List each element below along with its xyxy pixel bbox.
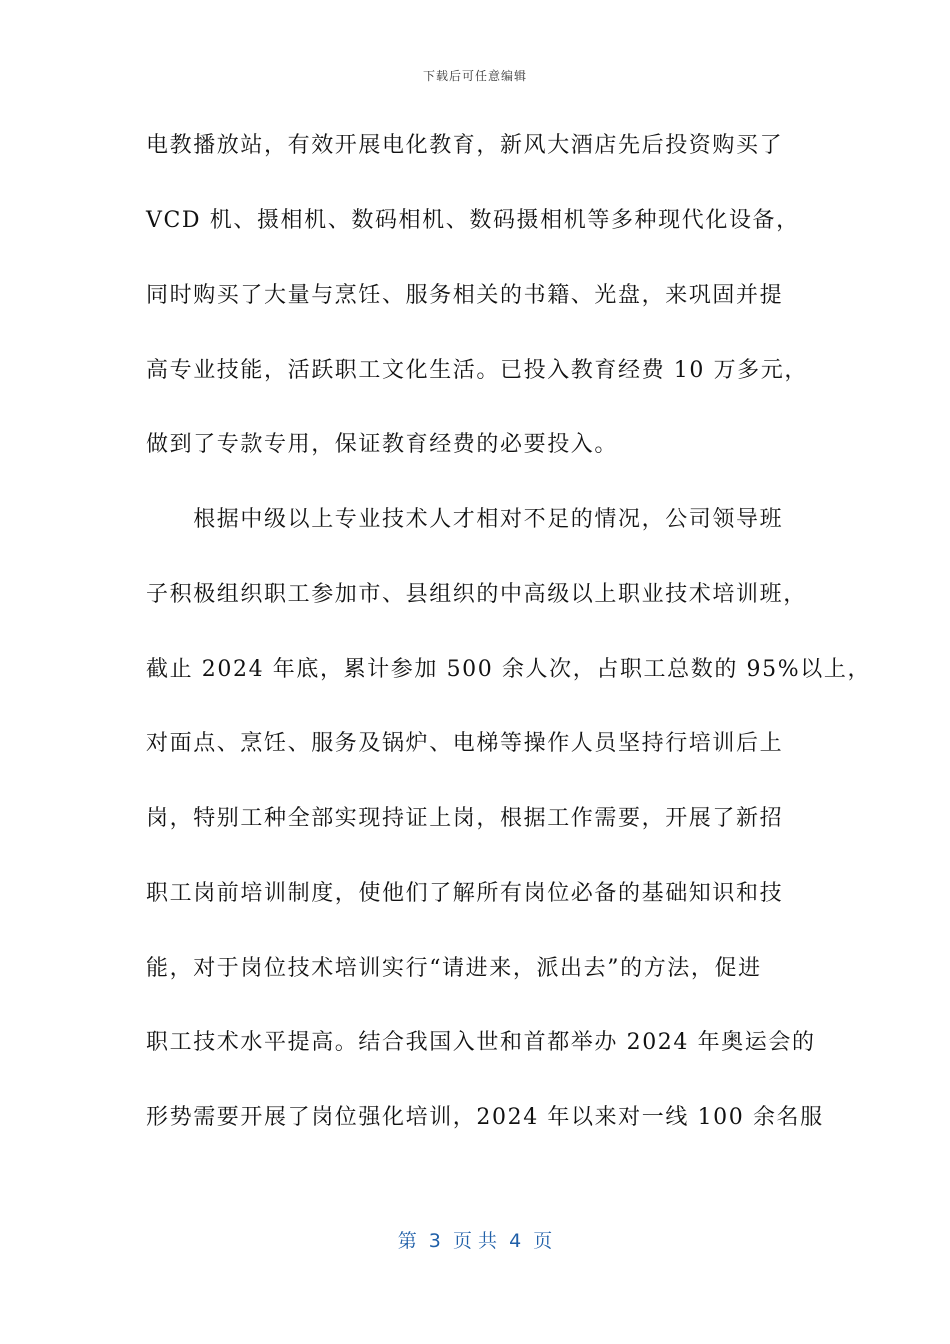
text-line: VCD 机、摄相机、数码相机、数码摄相机等多种现代化设备，	[146, 208, 800, 233]
text-line: 子积极组织职工参加市、县组织的中高级以上职业技术培训班，	[146, 582, 807, 607]
text-line: 同时购买了大量与烹饪、服务相关的书籍、光盘，来巩固并提	[146, 283, 784, 308]
text-line: 形势需要开展了岗位强化培训，2024 年以来对一线 100 余名服	[146, 1105, 824, 1130]
text-line: 职工技术水平提高。结合我国入世和首都举办 2024 年奥运会的	[146, 1030, 816, 1055]
text-line: 电教播放站，有效开展电化教育，新风大酒店先后投资购买了	[146, 133, 784, 158]
text-line: 能，对于岗位技术培训实行“请进来，派出去”的方法，促进	[146, 956, 762, 981]
text-line: 做到了专款专用，保证教育经费的必要投入。	[146, 432, 619, 457]
text-line: 截止 2024 年底，累计参加 500 余人次，占职工总数的 95%以上，	[146, 657, 872, 682]
text-line: 根据中级以上专业技术人才相对不足的情况，公司领导班	[146, 507, 784, 532]
text-line: 岗，特别工种全部实现持证上岗，根据工作需要，开展了新招	[146, 806, 784, 831]
text-line: 对面点、烹饪、服务及锅炉、电梯等操作人员坚持行培训后上	[146, 731, 784, 756]
text-line: 高专业技能，活跃职工文化生活。已投入教育经费 10 万多元，	[146, 358, 808, 383]
page-number-footer: 第 3 页 共 4 页	[397, 1230, 553, 1252]
header-note: 下载后可任意编辑	[422, 69, 527, 83]
text-line: 职工岗前培训制度，使他们了解所有岗位必备的基础知识和技	[146, 881, 784, 906]
